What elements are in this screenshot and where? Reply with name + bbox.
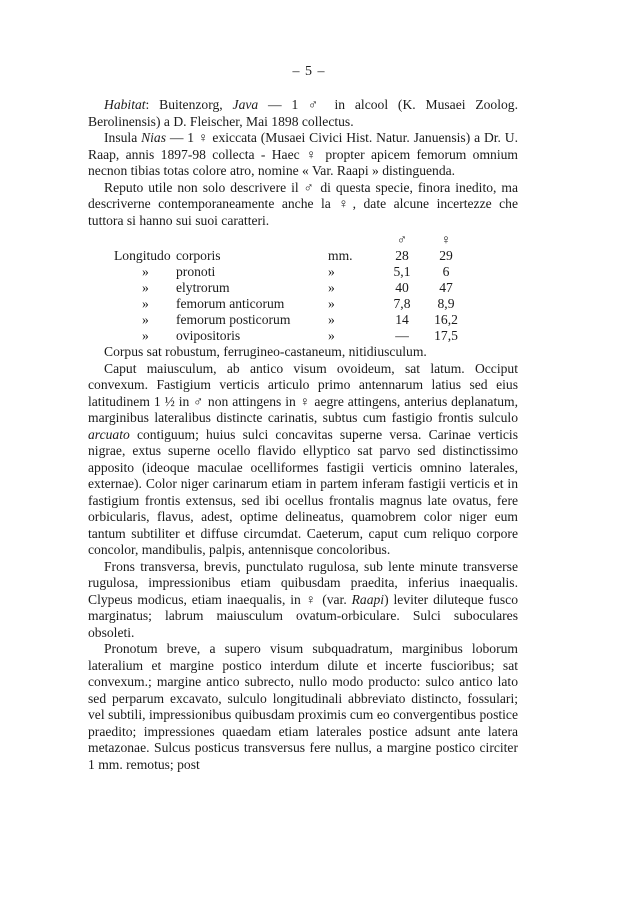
frons-text-b: ) leviter diluteque fusco marginatus; labrum maiusculum ovatum-orbiculare. Sulci suboculares obsoleti.	[88, 591, 518, 640]
measurement-label: femorum posticorum	[176, 312, 291, 327]
header-male: ♂	[396, 232, 408, 247]
measurement-male: 5,1	[393, 264, 411, 279]
measurement-mark: »	[142, 312, 149, 327]
caput-text-b: contiguum; huius sulci concavitas superne versa. Carinae verticis nigrae, extus superne ocello flavido ellyptico sat parvo sed distinctissimo apposito (ideoque maculae ocelliformes fastigii verticis omnino laterales, externae). Color niger carinarum etiam in partem inferam fastigii verticis et in fastigium frontis extensus, sed ibi ocellus frontalis magnus late ovatus, fere orbicularis, flavus, adest, optime delineatus, quamobrem color niger eum tantum subtiliter et diffuse circumdat. Caeterum, caput cum reliquo corpore concolor, mandibulis, palpis, antennisque concoloribus.	[88, 426, 518, 557]
insula-text-a: Insula	[104, 130, 142, 145]
insula-nias: Nias	[141, 130, 167, 145]
habitat-text-b: — 1 ♂ in alcool (K. Musaei Zoolog. Berolinensis) a D. Fleischer, Mai 1898 collectus.	[88, 97, 518, 129]
measurement-mark: »	[142, 280, 149, 295]
measurements-header	[114, 232, 468, 248]
caput-text-a: Caput maiusculum, ab antico visum ovoideum, sat latum. Occiput convexum. Fastigium verticis articulo primo antennarum latius sed eius latitudinem 1 ½ in ♂ non attingens in ♀ aegre attingens, anterius deplanatum, marginibus lateralibus distincte carinatis, subtus cum fastigio frontis sulculo	[88, 360, 518, 425]
measurement-female: 47	[439, 280, 453, 295]
measurement-row	[114, 280, 468, 296]
measurement-label: ovipositoris	[176, 328, 241, 343]
habitat-paragraph	[88, 97, 518, 130]
measurement-female: 16,2	[434, 312, 458, 327]
measurement-male: 7,8	[393, 296, 411, 311]
measurement-name	[114, 264, 328, 280]
measurement-name	[114, 312, 328, 328]
frons-paragraph	[88, 559, 518, 642]
habitat-java: Java	[232, 97, 259, 112]
page-number: – 5 –	[292, 64, 326, 79]
measurement-name	[114, 280, 328, 296]
pronotum-paragraph: Pronotum breve, a supero visum subquadratum, marginibus loborum lateralium et margine postico interdum dilute et incerte fuscioribus; sat convexum.; margine antico subrecto, nullo modo producto: sulco antico lato sed perparum excavato, sulculo longitudinali abbreviato distincto, fossulari; vel subtili, impressionibus quibusdam proximis cum eo convergentibus postice praedito; impressiones quaedam etiam laterales postice adsunt ante latera metazonae. Sulcus posticus transversus fere nullus, a margine postico circiter 1 mm. remotus; post	[88, 641, 518, 772]
measurement-name	[114, 248, 328, 264]
measurement-mark: »	[142, 296, 149, 311]
measurement-unit: »	[328, 280, 335, 295]
caput-arcuato: arcuato	[88, 426, 130, 442]
frons-raapi: Raapi	[351, 591, 385, 607]
measurement-female: 29	[439, 248, 453, 263]
caput-paragraph	[88, 361, 518, 559]
insula-paragraph	[88, 130, 518, 180]
measurement-label: elytrorum	[176, 280, 230, 295]
measurement-unit: »	[328, 312, 335, 327]
measurement-male: 28	[395, 248, 409, 263]
frons-text-a: Frons transversa, brevis, punctulato rugulosa, sub lente minute transverse rugulosa, impressionibus etiam quibusdam praedita, inferius inaequalis. Clypeus modicus, etiam inaequalis, in ♀ (var.	[88, 558, 518, 607]
measurement-male: —	[395, 328, 409, 343]
measurement-female: 8,9	[437, 296, 455, 311]
measurement-unit: »	[328, 296, 335, 311]
corpus-paragraph: Corpus sat robustum, ferrugineo-castaneum, nitidiusculum.	[104, 344, 427, 359]
reputo-paragraph: Reputo utile non solo descrivere il ♂ di questa specie, finora inedito, ma descriverne contemporaneamente anche la ♀, date alcune incertezze che tuttora si hanno sui suoi caratteri.	[88, 179, 518, 228]
header-female: ♀	[440, 232, 452, 247]
measurement-label: corporis	[176, 248, 221, 263]
measurement-name	[114, 296, 328, 312]
measurement-female: 17,5	[434, 328, 458, 343]
measurement-row	[114, 296, 468, 312]
measurement-mark: »	[142, 264, 149, 279]
text-column	[88, 97, 518, 773]
measurement-name	[114, 328, 328, 344]
measurement-row	[114, 312, 468, 328]
measurement-mark: Longitudo	[114, 248, 171, 263]
measurement-row	[114, 248, 468, 264]
measurement-row	[114, 328, 468, 344]
measurement-mark: »	[142, 328, 149, 343]
measurement-male: 14	[395, 312, 409, 327]
measurement-label: pronoti	[176, 264, 216, 279]
measurement-unit: mm.	[328, 248, 353, 263]
habitat-label: Habitat	[104, 97, 146, 112]
habitat-text-a: : Buitenzorg,	[145, 97, 233, 112]
insula-text-b: — 1 ♀ exiccata (Musaei Civici Hist. Natur. Januensis) a Dr. U. Raap, annis 1897-98 collecta - Haec ♀ propter apicem femorum omnium necnon tibias totas colore atro, nomine « Var. Raapi » distinguenda.	[88, 130, 518, 178]
measurement-unit: »	[328, 328, 335, 343]
measurement-row	[114, 264, 468, 280]
measurement-male: 40	[395, 280, 409, 295]
measurements-table	[114, 232, 468, 344]
measurement-female: 6	[442, 264, 450, 279]
measurement-unit: »	[328, 264, 335, 279]
measurement-label: femorum anticorum	[176, 296, 285, 311]
